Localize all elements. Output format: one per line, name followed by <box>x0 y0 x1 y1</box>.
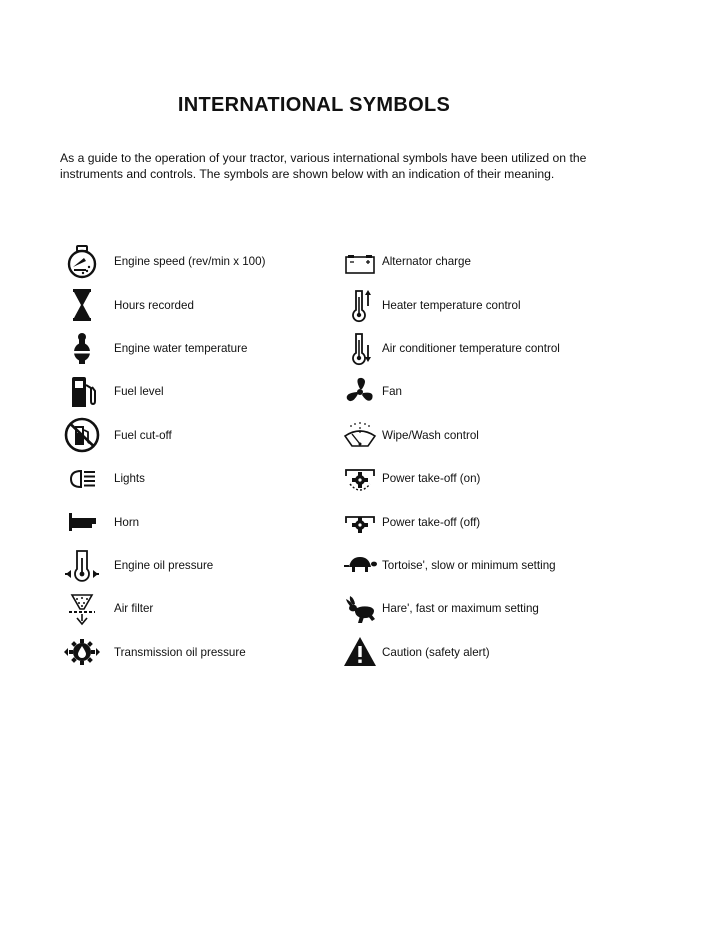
symbol-row <box>340 587 560 630</box>
symbol-label: Air conditioner temperature control <box>382 341 560 355</box>
symbol-row <box>340 631 560 674</box>
horn-icon <box>62 503 102 541</box>
symbol-row <box>62 544 265 587</box>
engine-water-temperature-icon <box>62 329 102 367</box>
fuel-cut-off-icon <box>62 416 102 454</box>
hare-icon <box>340 590 380 628</box>
intro-line-1: As a guide to the operation of your tractor, various international symbols have been utilized on the <box>60 151 587 165</box>
symbol-label: Hare', fast or maximum setting <box>382 602 539 616</box>
symbol-row <box>62 631 265 674</box>
air-filter-icon <box>62 590 102 628</box>
symbol-label: Lights <box>114 472 145 486</box>
symbol-label: Alternator charge <box>382 255 471 269</box>
symbol-label: Power take-off (off) <box>382 515 481 529</box>
symbol-row <box>62 500 265 543</box>
symbol-row <box>62 587 265 630</box>
lights-icon <box>62 460 102 498</box>
symbol-label: Power take-off (on) <box>382 472 481 486</box>
pto-on-icon <box>340 460 380 498</box>
symbol-row <box>340 544 560 587</box>
symbol-label: Air filter <box>114 602 154 616</box>
symbol-row <box>62 370 265 413</box>
symbol-label: Horn <box>114 515 140 529</box>
symbol-row <box>340 370 560 413</box>
symbol-label: Fuel cut-off <box>114 428 172 442</box>
heater-temperature-icon <box>340 286 380 324</box>
air-conditioner-temperature-icon <box>340 329 380 367</box>
symbol-row <box>340 283 560 326</box>
symbol-row <box>340 457 560 500</box>
transmission-oil-pressure-icon <box>62 633 102 671</box>
symbol-label: Wipe/Wash control <box>382 428 479 442</box>
engine-speed-icon <box>62 243 102 281</box>
symbol-label: Transmission oil pressure <box>114 645 246 659</box>
symbol-label: Hours recorded <box>114 298 194 312</box>
symbol-label: Caution (safety alert) <box>382 645 490 659</box>
symbol-list-right <box>340 240 560 674</box>
engine-oil-pressure-icon <box>62 546 102 584</box>
symbol-list-left <box>62 240 265 674</box>
symbol-label: Engine speed (rev/min x 100) <box>114 255 266 269</box>
symbol-row <box>340 500 560 543</box>
symbol-row <box>62 240 265 283</box>
intro-line-2: instruments and controls. The symbols are shown below with an indication of their meaning. <box>60 167 555 181</box>
symbol-row <box>340 414 560 457</box>
caution-icon <box>340 633 380 671</box>
pto-off-icon <box>340 503 380 541</box>
symbol-label: Fuel level <box>114 385 164 399</box>
hours-recorded-icon <box>62 286 102 324</box>
symbol-label: Heater temperature control <box>382 298 521 312</box>
page-title: INTERNATIONAL SYMBOLS <box>177 94 451 116</box>
symbol-row <box>62 283 265 326</box>
symbol-label: Engine water temperature <box>114 341 248 355</box>
symbol-row <box>62 414 265 457</box>
symbol-row <box>340 240 560 283</box>
symbol-row <box>340 327 560 370</box>
wipe-wash-icon <box>340 416 380 454</box>
symbol-row <box>62 327 265 370</box>
alternator-charge-icon <box>340 243 380 281</box>
symbol-row <box>62 457 265 500</box>
fuel-level-icon <box>62 373 102 411</box>
tortoise-icon <box>340 546 380 584</box>
fan-icon <box>340 373 380 411</box>
symbol-label: Tortoise', slow or minimum setting <box>382 558 556 572</box>
symbol-label: Engine oil pressure <box>114 558 214 572</box>
intro-paragraph <box>60 150 620 182</box>
symbol-label: Fan <box>382 385 402 399</box>
